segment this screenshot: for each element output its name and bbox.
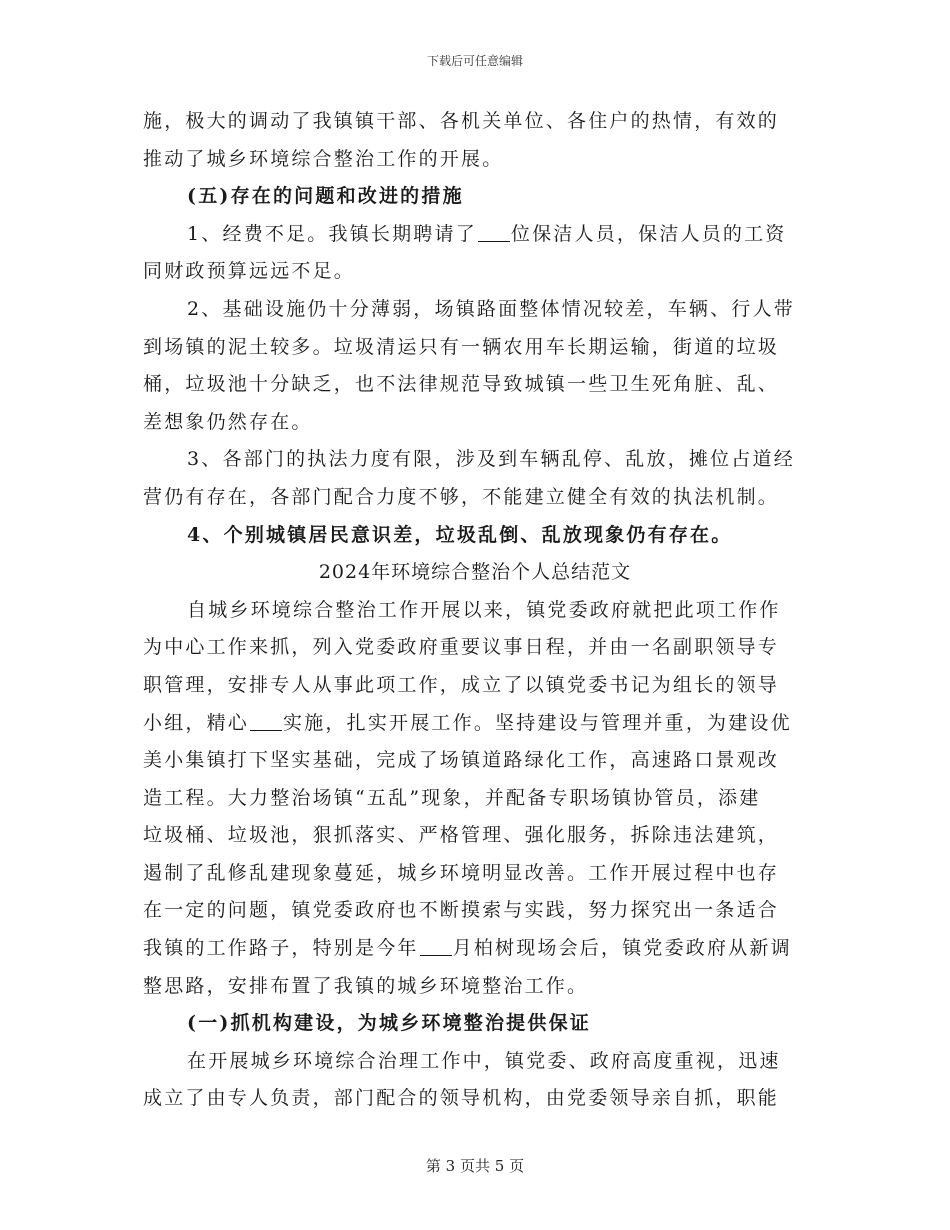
paragraph-line: 营仍有存在，各部门配合力度不够，不能建立健全有效的执法机制。 [143, 485, 780, 508]
paragraph-line: 在开展城乡环境综合治理工作中，镇党委、政府高度重视，迅速 [187, 1049, 781, 1072]
paragraph-line: 垃圾桶、垃圾池，狠抓落实、严格管理、强化服务，拆除违法建筑， [143, 824, 780, 847]
paragraph-line: 整思路，安排布置了我镇的城乡环境整治工作。 [143, 974, 589, 997]
page-number-footer: 第 3 页共 5 页 [425, 1157, 525, 1175]
section-heading-five: (五)存在的问题和改进的措施 [187, 185, 464, 208]
paragraph-line: 推动了城乡环境综合整治工作的开展。 [143, 147, 504, 170]
paragraph-line: 施，极大的调动了我镇镇干部、各机关单位、各住户的热情，有效的 [143, 110, 780, 132]
fill-blank [420, 933, 452, 956]
paragraph-line: 1、经费不足。我镇长期聘请了 位保洁人员，保洁人员的工资 [143, 216, 807, 254]
bold-point-four: 4、个别城镇居民意识差，垃圾乱倒、乱放现象仍有存在。 [187, 523, 733, 546]
paragraph-line: 美小集镇打下坚实基础，完成了场镇道路绿化工作，高速路口景观改 [143, 749, 780, 772]
paragraph-line: 同财政预算远远不足。 [143, 260, 356, 283]
paragraph-line: 自城乡环境综合整治工作开展以来，镇党委政府就把此项工作作 [187, 598, 781, 621]
paragraph-line: 为中心工作来抓，列入党委政府重要议事日程，并由一名副职领导专 [143, 636, 780, 659]
paragraph-line: 2、基础设施仍十分薄弱，场镇路面整体情况较差，车辆、行人带 [187, 297, 795, 320]
paragraph-line: 成立了由专人负责，部门配合的领导机构，由党委领导亲自抓，职能 [143, 1087, 780, 1110]
section-heading-one: (一)抓机构建设，为城乡环境整治提供保证 [187, 1012, 591, 1035]
paragraph-line: 差想象仍然存在。 [143, 410, 313, 433]
paragraph-line: 造工程。大力整治场镇“五乱”现象，并配备专职场镇协管员，添建 [143, 786, 761, 809]
paragraph-line: 职管理，安排专人从事此项工作，成立了以镇党委书记为组长的领导 [143, 673, 780, 696]
document-body [143, 103, 807, 1118]
paragraph-line: 到场镇的泥土较多。垃圾清运只有一辆农用车长期运输，街道的垃圾 [143, 335, 780, 358]
paragraph-line: 在一定的问题，镇党委政府也不断摸索与实践，努力探究出一条适合 [143, 899, 780, 922]
paragraph-line: 遏制了乱修乱建现象蔓延，城乡环境明显改善。工作开展过程中也存 [143, 861, 780, 884]
paragraph-line: 3、各部门的执法力度有限，涉及到车辆乱停、乱放，摊位占道经 [187, 448, 795, 471]
paragraph-line: 小组，精心 实施，扎实开展工作。坚持建设与管理并重，为建设优 [143, 705, 807, 743]
fill-blank [478, 219, 510, 242]
document-title: 2024年环境综合整治个人总结范文 [318, 561, 632, 584]
page-header: 下载后可任意编辑 [426, 54, 523, 68]
paragraph-line: 我镇的工作路子，特别是今年 月柏树现场会后，镇党委政府从新调 [143, 930, 807, 968]
fill-blank [250, 708, 282, 731]
paragraph-line: 桶，垃圾池十分缺乏，也不法律规范导致城镇一些卫生死角脏、乱、 [143, 373, 780, 396]
